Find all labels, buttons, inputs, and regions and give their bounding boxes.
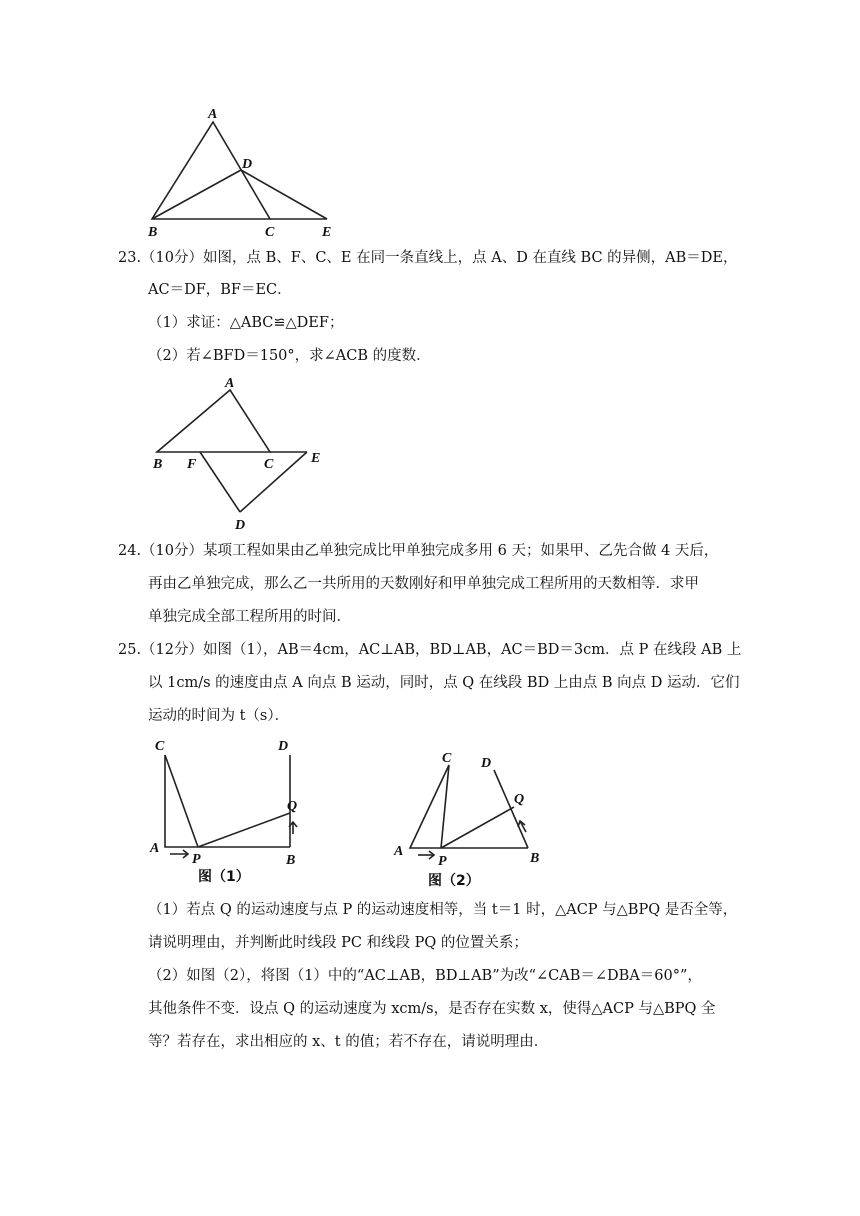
label-c: C <box>264 457 274 472</box>
label-d: D <box>242 157 253 172</box>
label-a: A <box>208 107 218 122</box>
q25-part2-line1: （2）如图（2），将图（1）中的“AC⊥AB，BD⊥AB”为改“∠CAB＝∠DBA＝60°”， <box>148 968 702 984</box>
segment-ca-ab <box>165 755 290 847</box>
label-p: P <box>438 854 447 869</box>
label-b: B <box>148 225 158 240</box>
q24-line3: 单独完成全部工程所用的时间． <box>148 609 351 625</box>
label-a: A <box>394 844 404 859</box>
label-b: B <box>153 457 163 472</box>
figure-q22 <box>140 100 350 240</box>
label-a: A <box>150 841 160 856</box>
segment-pq <box>198 813 290 847</box>
triangle-abc <box>157 390 270 452</box>
q25-part1-line2: 请说明理由，并判断此时线段 PC 和线段 PQ 的位置关系； <box>148 935 528 951</box>
segment-fd <box>200 452 240 512</box>
q23-part2: （2）若∠BFD＝150°，求∠ACB 的度数． <box>148 348 431 364</box>
label-b: B <box>286 853 296 868</box>
segment-pq <box>441 807 514 848</box>
label-b: B <box>530 851 540 866</box>
label-p: P <box>192 852 201 867</box>
q25-line1: 25.（12分）如图（1），AB＝4cm，AC⊥AB，BD⊥AB，AC＝BD＝3cm．点 P 在线段 AB 上 <box>118 642 742 658</box>
caption-fig2: 图（2） <box>428 873 480 889</box>
segment-de <box>240 452 307 512</box>
label-c: C <box>265 225 275 240</box>
label-f: F <box>187 457 197 472</box>
q25-part2-line2: 其他条件不变．设点 Q 的运动速度为 xcm/s，是否存在实数 x，使得△ACP 与△BPQ 全 <box>148 1001 716 1017</box>
label-d: D <box>278 739 289 754</box>
label-e: E <box>322 225 332 240</box>
label-d: D <box>235 518 246 533</box>
q25-line3: 运动的时间为 t（s）． <box>148 708 290 724</box>
q25-part1-line1: （1）若点 Q 的运动速度与点 P 的运动速度相等，当 t＝1 时，△ACP 与△BPQ 是否全等， <box>148 902 738 918</box>
label-c: C <box>155 739 165 754</box>
q24-line1: 24.（10分）某项工程如果由乙单独完成比甲单独完成多用 6 天；如果甲、乙先合做 4 天后， <box>118 543 719 559</box>
label-e: E <box>311 451 321 466</box>
label-d: D <box>481 756 492 771</box>
q23-line2: AC＝DF，BF＝EC． <box>148 282 292 298</box>
figure-q23 <box>145 372 345 537</box>
q25-line2: 以 1cm/s 的速度由点 A 向点 B 运动，同时，点 Q 在线段 BD 上由点 B 向点 D 运动．它们 <box>148 675 740 691</box>
triangle-acp <box>410 765 449 848</box>
label-q: Q <box>287 799 298 814</box>
label-c: C <box>442 751 452 766</box>
label-q: Q <box>514 792 525 807</box>
triangle-abc <box>152 122 270 219</box>
caption-fig1: 图（1） <box>198 869 250 885</box>
segment-bd <box>152 170 241 219</box>
q25-part2-line3: 等？若存在，求出相应的 x、t 的值；若不存在，请说明理由． <box>148 1034 549 1050</box>
segment-cp <box>165 755 198 847</box>
figure-q25-2 <box>390 745 560 895</box>
q23-line1: 23.（10分）如图，点 B、F、C、E 在同一条直线上，点 A、D 在直线 BC 的异侧，AB＝DE， <box>118 250 738 266</box>
segment-de <box>241 170 327 219</box>
q24-line2: 再由乙单独完成，那么乙一共所用的天数刚好和甲单独完成工程所用的天数相等．求甲 <box>148 576 699 592</box>
label-a: A <box>225 376 235 391</box>
q23-part1: （1）求证：△ABC≌△DEF； <box>148 315 344 331</box>
figure-q25-1 <box>140 730 320 890</box>
